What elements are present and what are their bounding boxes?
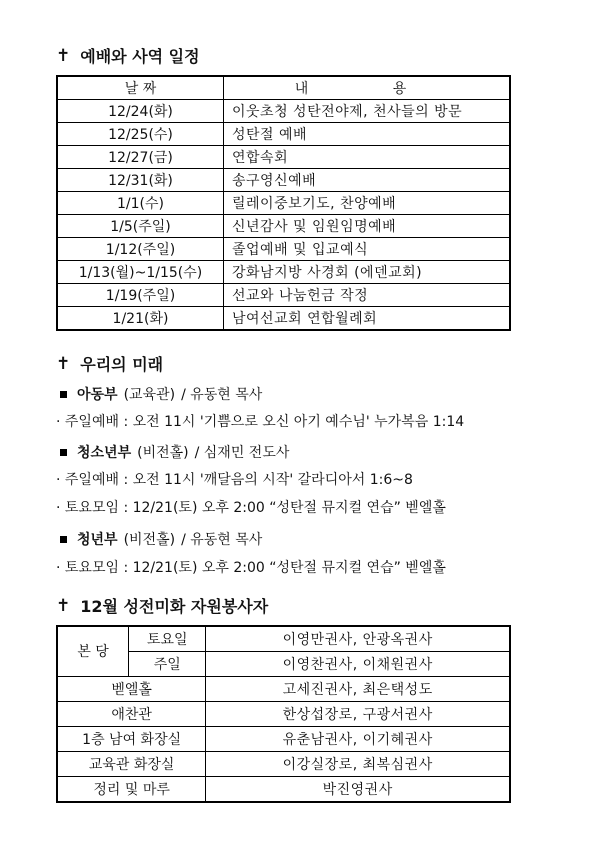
- schedule-content: 송구영신예배: [224, 169, 511, 192]
- saturday-names: 이영만권사, 안광옥권사: [206, 626, 510, 652]
- volunteer-title-text: 12월 성전미화 자원봉사자: [80, 597, 269, 616]
- schedule-content: 선교와 나눔헌금 작정: [224, 284, 511, 307]
- future-title-text: 우리의 미래: [80, 355, 164, 374]
- schedule-table: [56, 75, 511, 331]
- cross-icon: ✝: [56, 353, 71, 374]
- schedule-date: 12/25(수): [57, 123, 224, 146]
- volunteer-place: 정리 및 마루: [57, 777, 206, 803]
- young-adult-line-1: · 토요모임 : 12/21(토) 오후 2:00 “성탄절 뮤지컬 연습” 벧엘홀: [56, 560, 446, 576]
- dept-name: 청소년부: [77, 445, 132, 461]
- table-row: [57, 261, 510, 284]
- volunteer-names: 박진영권사: [206, 777, 510, 803]
- volunteer-place: 벧엘홀: [57, 677, 206, 702]
- table-row: [57, 238, 510, 261]
- dept-leader: / 유동현 목사: [181, 532, 263, 548]
- table-row: [57, 677, 510, 702]
- table-row: [57, 284, 510, 307]
- table-row: [57, 626, 510, 652]
- table-row: [57, 777, 510, 803]
- volunteer-section-title: [56, 594, 268, 617]
- square-bullet-icon: [60, 536, 67, 543]
- schedule-date: 12/24(화): [57, 100, 224, 123]
- square-bullet-icon: [60, 449, 67, 456]
- schedule-section-title: [56, 44, 200, 67]
- schedule-content: 강화남지방 사경회 (에덴교회): [224, 261, 511, 284]
- table-row: [57, 123, 510, 146]
- schedule-content: 남여선교회 연합월례회: [224, 307, 511, 331]
- schedule-date: 12/27(금): [57, 146, 224, 169]
- dept-name: 청년부: [77, 532, 118, 548]
- table-row: [57, 215, 510, 238]
- cross-icon: ✝: [56, 595, 71, 616]
- youth-dept-heading: [60, 442, 289, 462]
- schedule-content: 이웃초청 성탄전야제, 천사들의 방문: [224, 100, 511, 123]
- table-row: [57, 169, 510, 192]
- square-bullet-icon: [60, 391, 67, 398]
- schedule-header-row: [57, 76, 510, 100]
- sunday-names: 이영찬권사, 이채원권사: [206, 652, 510, 677]
- volunteer-table: [56, 625, 511, 803]
- future-section-title: [56, 352, 163, 375]
- children-dept-heading: [60, 384, 262, 404]
- volunteer-place: 교육관 화장실: [57, 752, 206, 777]
- header-content: 내 용: [224, 76, 511, 100]
- youth-line-1: · 주일예배 : 오전 11시 '깨달음의 시작' 갈라디아서 1:6~8: [56, 472, 413, 488]
- schedule-date: 1/5(주일): [57, 215, 224, 238]
- schedule-content: 졸업예배 및 입교예식: [224, 238, 511, 261]
- header-date: 날 짜: [57, 76, 224, 100]
- children-line-1: · 주일예배 : 오전 11시 '기쁨으로 오신 아기 예수님' 누가복음 1:14: [56, 414, 465, 430]
- sunday-cell: 주일: [129, 652, 206, 677]
- volunteer-names: 이강실장로, 최복심권사: [206, 752, 510, 777]
- schedule-date: 1/1(수): [57, 192, 224, 215]
- table-row: [57, 307, 510, 331]
- schedule-title-text: 예배와 사역 일정: [80, 47, 200, 66]
- cross-icon: ✝: [56, 45, 71, 66]
- main-hall-cell: 본 당: [57, 626, 129, 677]
- table-row: [57, 146, 510, 169]
- saturday-cell: 토요일: [129, 626, 206, 652]
- schedule-content: 연합속회: [224, 146, 511, 169]
- schedule-date: 1/12(주일): [57, 238, 224, 261]
- table-row: [57, 192, 510, 215]
- schedule-date: 1/13(월)~1/15(수): [57, 261, 224, 284]
- dept-place: (비전홀): [137, 445, 189, 461]
- table-row: [57, 752, 510, 777]
- youth-line-2: · 토요모임 : 12/21(토) 오후 2:00 “성탄절 뮤지컬 연습” 벧엘홀: [56, 500, 446, 516]
- schedule-date: 12/31(화): [57, 169, 224, 192]
- dept-place: (비전홀): [123, 532, 176, 548]
- dept-place: (교육관): [123, 387, 176, 403]
- table-row: [57, 727, 510, 752]
- schedule-content: 신년감사 및 임원임명예배: [224, 215, 511, 238]
- schedule-content: 성탄절 예배: [224, 123, 511, 146]
- table-row: [57, 702, 510, 727]
- volunteer-place: 애찬관: [57, 702, 206, 727]
- schedule-content: 릴레이중보기도, 찬양예배: [224, 192, 511, 215]
- volunteer-names: 유춘남권사, 이기혜권사: [206, 727, 510, 752]
- schedule-date: 1/21(화): [57, 307, 224, 331]
- volunteer-place: 1층 남여 화장실: [57, 727, 206, 752]
- schedule-date: 1/19(주일): [57, 284, 224, 307]
- young-adult-dept-heading: [60, 529, 262, 549]
- dept-leader: / 유동현 목사: [181, 387, 263, 403]
- dept-name: 아동부: [77, 387, 118, 403]
- table-row: [57, 100, 510, 123]
- dept-leader: / 심재민 전도사: [194, 445, 290, 461]
- volunteer-names: 고세진권사, 최은택성도: [206, 677, 510, 702]
- volunteer-names: 한상섭장로, 구광서권사: [206, 702, 510, 727]
